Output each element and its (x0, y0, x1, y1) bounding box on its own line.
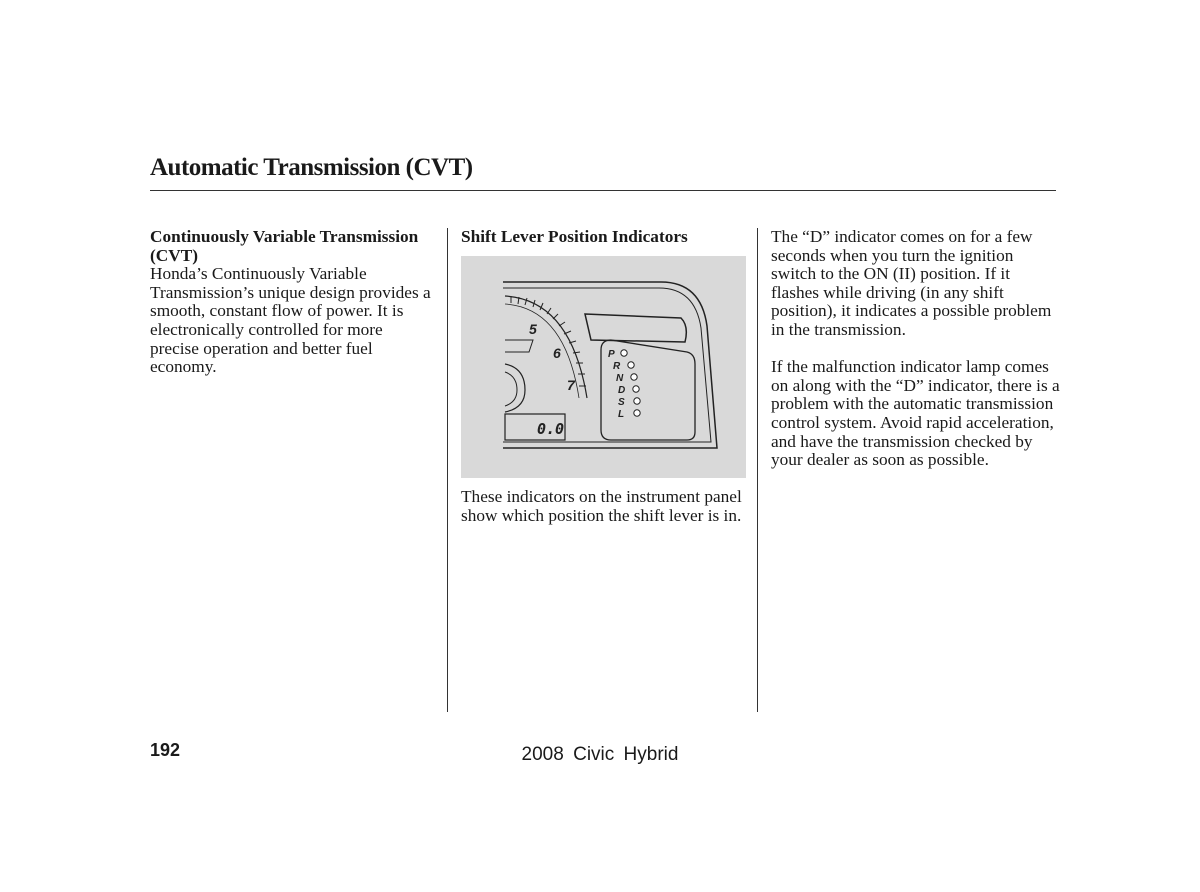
title-divider (150, 190, 1056, 191)
gauge-number: 5 (529, 321, 537, 337)
shift-indicators-heading: Shift Lever Position Indicators (461, 227, 688, 246)
indicator-s (618, 397, 640, 408)
svg-text:N: N (616, 373, 624, 384)
instrument-panel-illustration-icon (461, 256, 746, 478)
column-divider-1 (447, 228, 448, 712)
book-title: 2008 Civic Hybrid (521, 744, 679, 765)
figure-caption: These indicators on the instrument panel show which position the shift lever is in. (461, 487, 742, 525)
indicator-r (613, 361, 634, 372)
middle-column (461, 228, 746, 247)
malfunction-paragraph: If the malfunction indicator lamp comes on along with the “D” indicator, there is a problem with the automatic transmission control system. Avoid rapid acceleration, and have the transmission checked by your dealer as soon as possible. (771, 357, 1060, 470)
cvt-body: Honda’s Continuously Variable Transmission’s unique design provides a smooth, constant flow of power. It is electronically controlled for more precise operation and better fuel economy. (150, 264, 431, 377)
right-column (771, 228, 1061, 470)
cvt-heading: Continuously Variable Transmission (CVT) (150, 227, 419, 265)
page-number: 192 (150, 740, 181, 760)
svg-text:D: D (618, 385, 626, 396)
d-indicator-paragraph: The “D” indicator comes on for a few seconds when you turn the ignition switch to the ON (II) position. If it flashes while driving (in any shift position), it indicates a possible problem in the transmission. (771, 227, 1052, 339)
svg-text:P: P (608, 349, 615, 360)
svg-text:S: S (618, 397, 625, 408)
svg-text:L: L (618, 409, 625, 420)
gauge-number: 6 (553, 345, 561, 361)
page-title: Automatic Transmission (CVT) (150, 154, 473, 181)
indicator-p (608, 349, 627, 360)
indicator-n (616, 373, 637, 384)
left-column (150, 228, 435, 377)
gauge-number: 7 (567, 377, 575, 393)
lcd-reading: 0.0 (537, 420, 565, 438)
indicator-l (618, 409, 640, 420)
svg-text:R: R (613, 361, 621, 372)
indicator-d (618, 385, 639, 396)
column-divider-2 (757, 228, 758, 712)
instrument-panel-figure (461, 256, 746, 478)
